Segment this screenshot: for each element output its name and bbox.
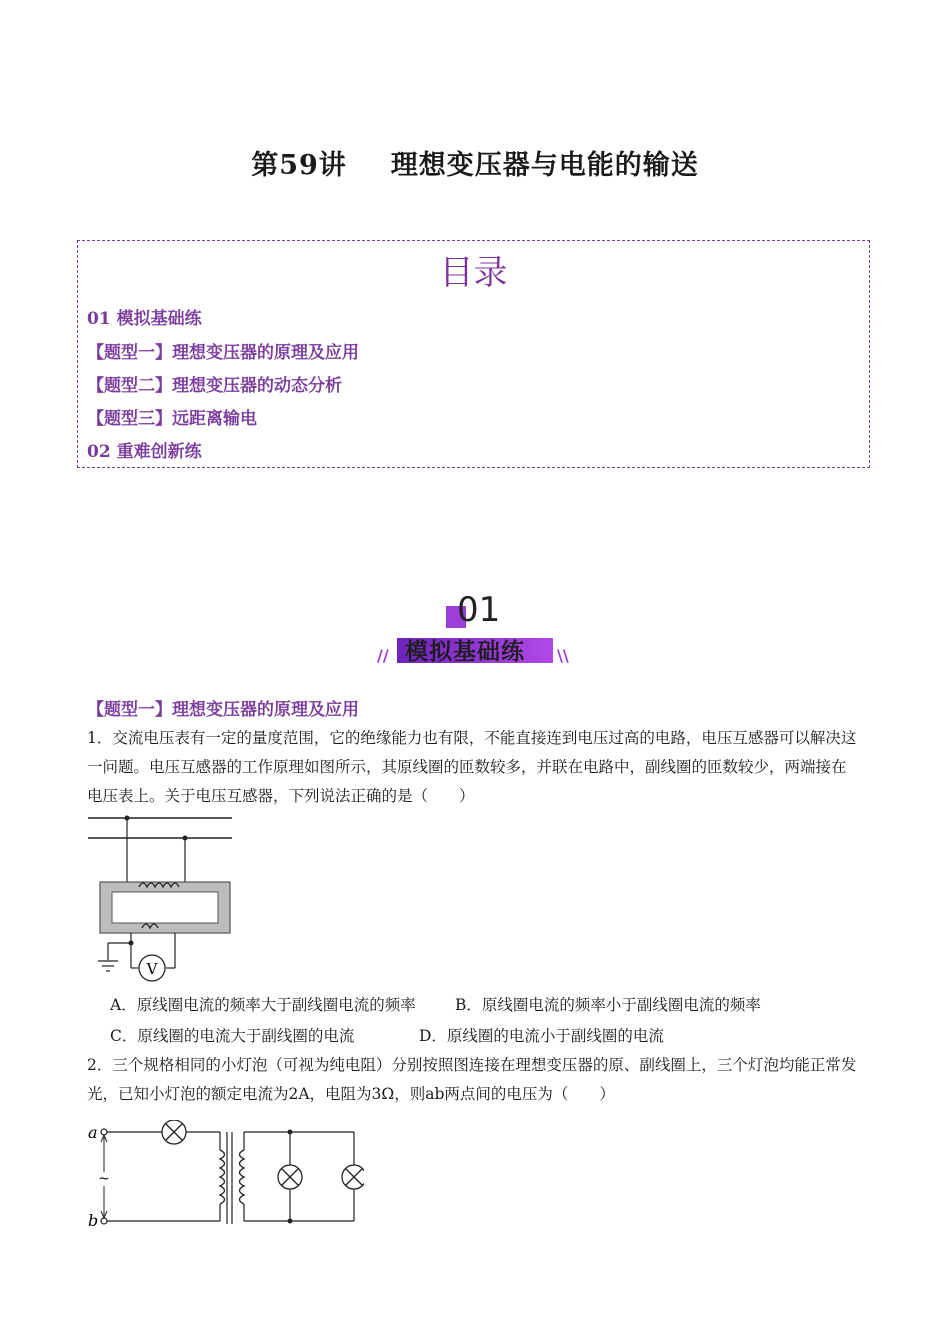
option-c[interactable]: C．原线圈的电流大于副线圈的电流 — [110, 1027, 355, 1045]
question-1-text: 1．交流电压表有一定的量度范围，它的绝缘能力也有限，不能直接连到电压过高的电路，电压互感器可以解决这一问题。电压互感器的工作原理如图所示，其原线圈的匝数较多，并联在电路中，副线圈的匝数较少，两端接在电压表上。关于电压互感器，下列说法正确的是（ ） — [87, 729, 857, 805]
voltmeter-label: V — [146, 960, 158, 978]
option-d[interactable]: D．原线圈的电流小于副线圈的电流 — [419, 1027, 664, 1045]
page-title: 第59讲 理想变压器与电能的输送 — [251, 150, 699, 181]
lamp-primary-icon — [162, 1120, 186, 1144]
section-heading: 【题型一】理想变压器的原理及应用 — [87, 700, 359, 720]
section-badge — [375, 588, 575, 670]
lamp-secondary-1-icon — [278, 1165, 302, 1189]
slash-decoration-right: \\ — [557, 646, 569, 665]
slash-decoration-left: // — [377, 646, 389, 665]
option-b[interactable]: B．原线圈电流的频率小于副线圈电流的频率 — [455, 996, 761, 1014]
question-2-text: 2．三个规格相同的小灯泡（可视为纯电阻）分别按照图连接在理想变压器的原、副线圈上，三个灯泡均能正常发光，已知小灯泡的额定电流为2A，电阻为3Ω，则ab两点间的电压为（ ） — [87, 1056, 857, 1103]
voltage-transformer-diagram — [84, 810, 244, 985]
three-lamp-transformer-diagram — [84, 1120, 364, 1232]
toc-heading: 目录 — [439, 253, 508, 293]
toc-item[interactable]: 【题型一】理想变压器的原理及应用 — [87, 343, 359, 363]
badge-label: 模拟基础练 — [405, 639, 525, 665]
toc-item[interactable]: 【题型三】远距离输电 — [87, 409, 257, 429]
ac-source-symbol: ~ — [98, 1171, 110, 1187]
toc-item[interactable]: 02 重难创新练 — [87, 442, 202, 462]
toc-item[interactable]: 【题型二】理想变压器的动态分析 — [87, 376, 342, 396]
terminal-a-label: a — [88, 1123, 98, 1142]
lamp-secondary-2-icon — [342, 1165, 364, 1189]
table-of-contents — [77, 240, 870, 468]
toc-item[interactable]: 01 模拟基础练 — [87, 309, 202, 329]
badge-number: 01 — [457, 590, 501, 630]
option-a[interactable]: A．原线圈电流的频率大于副线圈电流的频率 — [110, 996, 416, 1014]
terminal-b-label: b — [88, 1211, 99, 1230]
